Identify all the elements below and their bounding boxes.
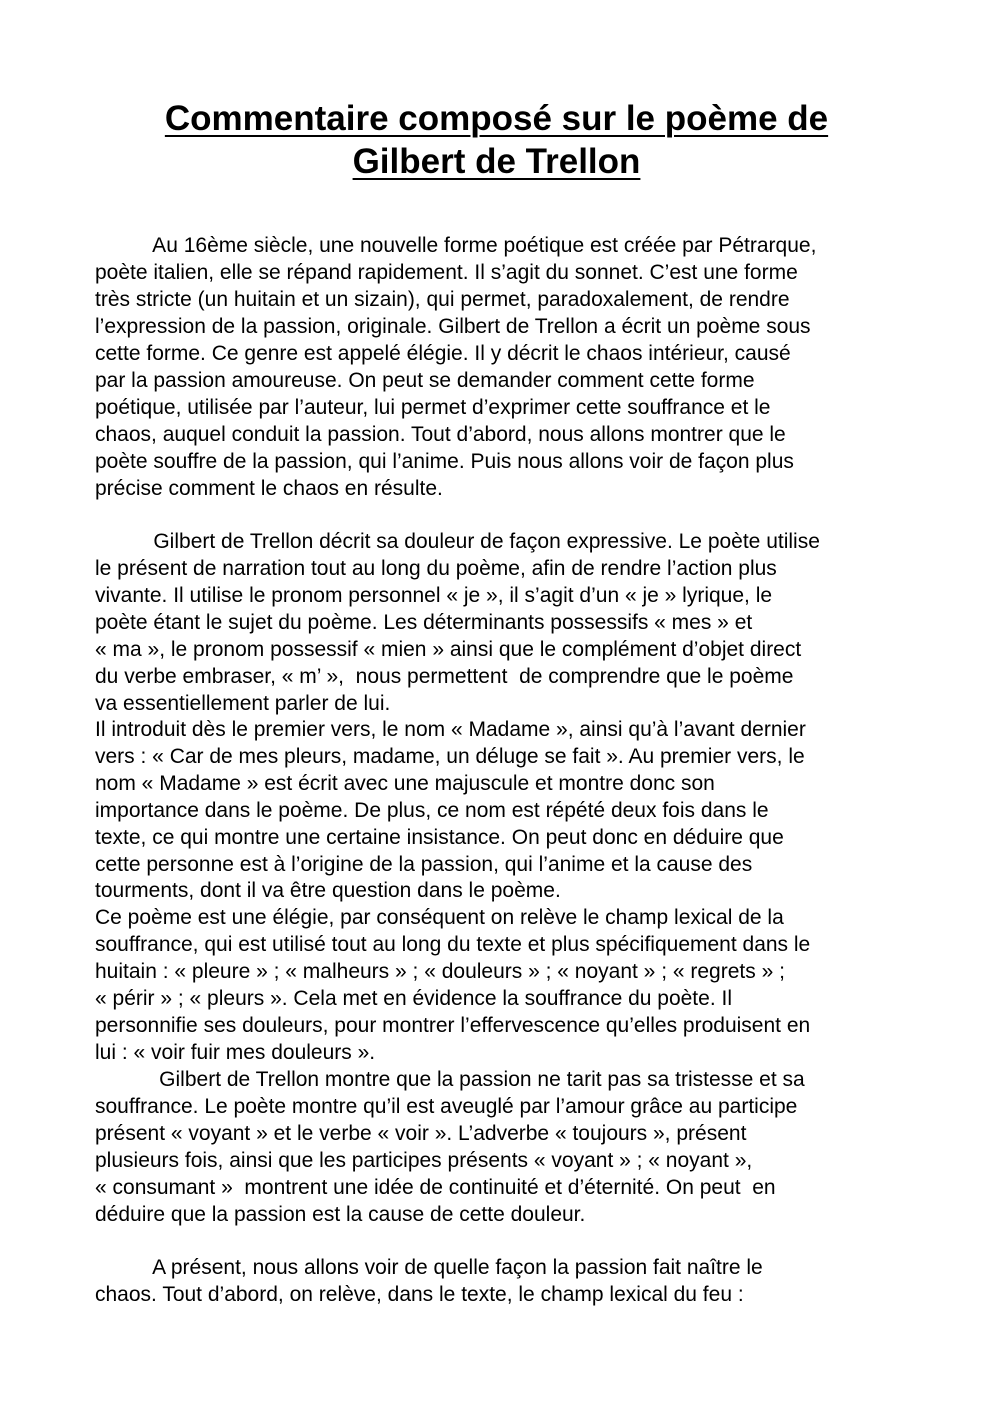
text-line: cette personne est à l’origine de la passion, qui l’anime et la cause des [95, 853, 753, 876]
text-line: huitain : « pleure » ; « malheurs » ; « douleurs » ; « noyant » ; « regrets » ; [95, 960, 785, 983]
text-line: tourments, dont il va être question dans le poème. [95, 879, 561, 902]
text-line: poète étant le sujet du poème. Les déterminants possessifs « mes » et [95, 611, 753, 634]
text-line: très stricte (un huitain et un sizain), qui permet, paradoxalement, de rendre [95, 288, 790, 311]
text-line: importance dans le poème. De plus, ce nom est répété deux fois dans le [95, 799, 769, 822]
text-line: Ce poème est une élégie, par conséquent on relève le champ lexical de la [95, 906, 784, 929]
text-line: va essentiellement parler de lui. [95, 692, 391, 715]
text-line: « périr » ; « pleurs ». Cela met en évidence la souffrance du poète. Il [95, 987, 732, 1010]
text-line: vivante. Il utilise le pronom personnel « je », il s’agit d’un « je » lyrique, le [95, 584, 773, 607]
text-line: l’expression de la passion, originale. Gilbert de Trellon a écrit un poème sous [95, 315, 811, 338]
text-line: du verbe embraser, « m’ », nous permettent de comprendre que le poème [95, 665, 794, 688]
text-line: chaos. Tout d’abord, on relève, dans le texte, le champ lexical du feu : [95, 1283, 744, 1306]
text-line: souffrance, qui est utilisé tout au long du texte et plus spécifiquement dans le [95, 933, 811, 956]
text-line: lui : « voir fuir mes douleurs ». [95, 1041, 376, 1064]
text-line: Gilbert de Trellon montre que la passion ne tarit pas sa tristesse et sa [95, 1068, 805, 1091]
text-line: « ma », le pronom possessif « mien » ainsi que le complément d’objet direct [95, 638, 802, 661]
text-line: personnifie ses douleurs, pour montrer l’effervescence qu’elles produisent en [95, 1014, 811, 1037]
text-line: déduire que la passion est la cause de cette douleur. [95, 1203, 586, 1226]
text-line: cette forme. Ce genre est appelé élégie. Il y décrit le chaos intérieur, causé [95, 342, 791, 365]
text-line: plusieurs fois, ainsi que les participes présents « voyant » ; « noyant », [95, 1149, 753, 1172]
text-line: vers : « Car de mes pleurs, madame, un déluge se fait ». Au premier vers, le [95, 745, 805, 768]
page-title [90, 97, 903, 183]
text-line: poète italien, elle se répand rapidement. Il s’agit du sonnet. C’est une forme [95, 261, 798, 284]
text-line: poétique, utilisée par l’auteur, lui permet d’exprimer cette souffrance et le [95, 396, 771, 419]
text-line: par la passion amoureuse. On peut se demander comment cette forme [95, 369, 755, 392]
text-line: Il introduit dès le premier vers, le nom « Madame », ainsi qu’à l’avant dernier [95, 718, 806, 741]
text-line: souffrance. Le poète montre qu’il est aveuglé par l’amour grâce au participe [95, 1095, 798, 1118]
text-line: A présent, nous allons voir de quelle façon la passion fait naître le [95, 1256, 763, 1279]
text-line: le présent de narration tout au long du poème, afin de rendre l’action plus [95, 557, 777, 580]
text-line: nom « Madame » est écrit avec une majuscule et montre donc son [95, 772, 715, 795]
text-line: Gilbert de Trellon décrit sa douleur de façon expressive. Le poète utilise [95, 530, 820, 553]
title-line-2: Gilbert de Trellon [352, 142, 641, 181]
text-line: poète souffre de la passion, qui l’anime. Puis nous allons voir de façon plus [95, 450, 794, 473]
text-line: précise comment le chaos en résulte. [95, 477, 443, 500]
text-line: chaos, auquel conduit la passion. Tout d’abord, nous allons montrer que le [95, 423, 786, 446]
title-line-1: Commentaire composé sur le poème de [164, 99, 829, 138]
text-line: texte, ce qui montre une certaine insistance. On peut donc en déduire que [95, 826, 784, 849]
text-line: Au 16ème siècle, une nouvelle forme poétique est créée par Pétrarque, [95, 234, 817, 257]
text-line: « consumant » montrent une idée de continuité et d’éternité. On peut en [95, 1176, 776, 1199]
text-line: présent « voyant » et le verbe « voir ». L’adverbe « toujours », présent [95, 1122, 747, 1145]
